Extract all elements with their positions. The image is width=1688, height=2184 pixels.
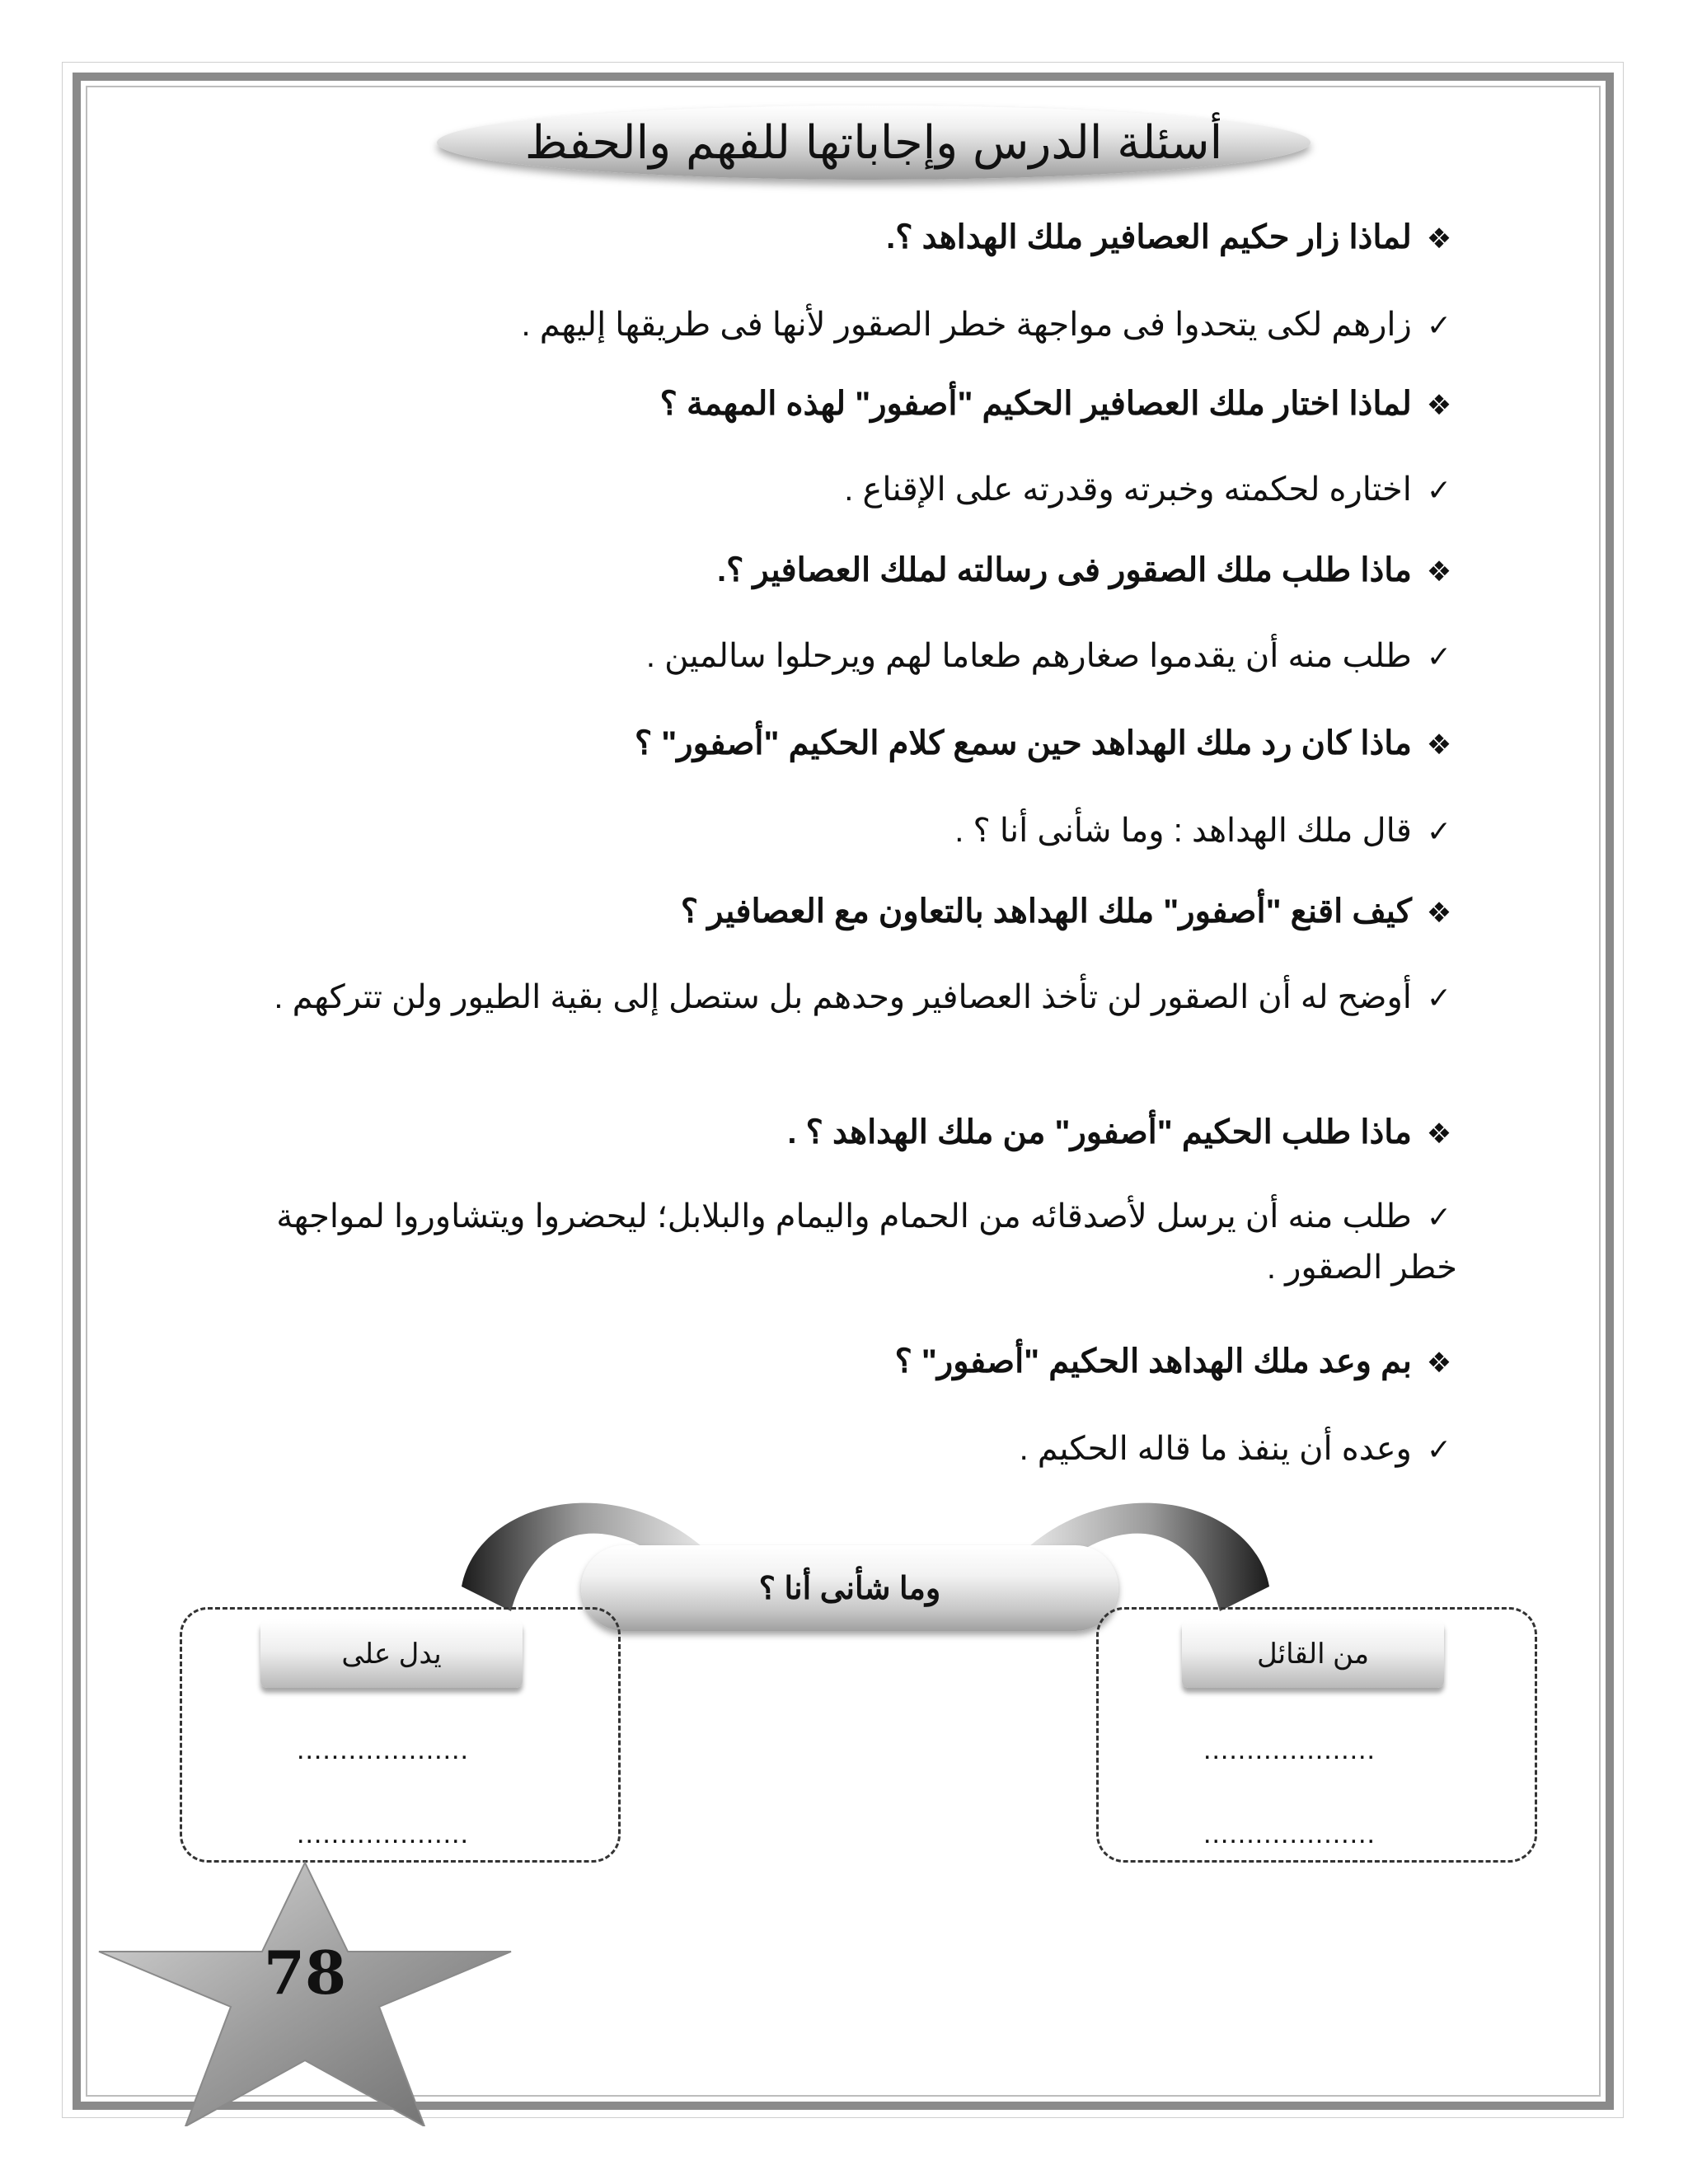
diamond-bullet-icon: ❖: [1426, 1118, 1452, 1151]
answer-6: [246, 1192, 1457, 1292]
answer-text: طلب منه أن يرسل لأصدقائه من الحمام واليمام والبلابل؛ ليحضروا ويتشاوروا لمواجهة خطر الصقور .: [276, 1198, 1457, 1286]
diamond-bullet-icon: ❖: [1426, 897, 1452, 930]
question-4: [635, 717, 1457, 771]
check-mark-icon: ✓: [1426, 309, 1452, 343]
left-label: يدل على: [260, 1620, 523, 1688]
answer-text: زارهم لكى يتحدوا فى مواجهة خطر الصقور لأنها فى طريقها إليهم .: [521, 307, 1412, 343]
diamond-bullet-icon: ❖: [1426, 389, 1452, 422]
check-mark-icon: ✓: [1426, 982, 1452, 1015]
question-2: [660, 377, 1457, 432]
answer-text: وعده أن ينفذ ما قاله الحكيم .: [1019, 1431, 1412, 1467]
right-label: من القائل: [1182, 1620, 1444, 1688]
answer-text: قال ملك الهداهد : وما شأنى أنا ؟ .: [954, 813, 1412, 849]
question-text: بم وعد ملك الهداهد الحكيم "أصفور" ؟: [894, 1343, 1412, 1380]
question-7: [895, 1335, 1457, 1390]
answer-2: [844, 463, 1457, 518]
answer-4: [954, 804, 1457, 859]
diamond-bullet-icon: ❖: [1426, 223, 1452, 255]
answer-1: [522, 298, 1457, 353]
answer-7: [1020, 1422, 1457, 1477]
question-text: كيف اقنع "أصفور" ملك الهداهد بالتعاون مع العصافير ؟: [680, 893, 1412, 930]
check-mark-icon: ✓: [1426, 474, 1452, 508]
check-mark-icon: ✓: [1426, 1201, 1452, 1235]
diamond-bullet-icon: ❖: [1426, 1347, 1452, 1380]
check-mark-icon: ✓: [1426, 640, 1452, 674]
right-blank-line-1: ....................: [1203, 1734, 1376, 1765]
page-title: أسئلة الدرس وإجاباتها للفهم والحفظ: [524, 115, 1223, 170]
check-mark-icon: ✓: [1426, 1433, 1452, 1467]
diamond-bullet-icon: ❖: [1426, 729, 1452, 762]
question-3: [717, 544, 1457, 598]
center-quote: وما شأنى أنا ؟: [758, 1571, 941, 1606]
right-blank-line-2: ....................: [1203, 1818, 1376, 1849]
diamond-bullet-icon: ❖: [1426, 555, 1452, 588]
answer-text: أوضح له أن الصقور لن تأخذ العصافير وحدهم بل ستصل إلى بقية الطيور ولن تتركهم .: [274, 979, 1412, 1015]
question-text: لماذا اختار ملك العصافير الحكيم "أصفور" لهذه المهمة ؟: [659, 386, 1412, 422]
check-mark-icon: ✓: [1426, 815, 1452, 849]
answer-5: [246, 972, 1457, 1024]
left-blank-line-2: ....................: [297, 1818, 469, 1849]
question-text: لماذا زار حكيم العصافير ملك الهداهد ؟.: [886, 219, 1412, 255]
left-blank-line-1: ....................: [297, 1734, 469, 1765]
question-text: ماذا طلب ملك الصقور فى رسالته لملك العصافير ؟.: [716, 552, 1412, 588]
question-1: [886, 211, 1457, 265]
question-text: ماذا طلب الحكيم "أصفور" من ملك الهداهد ؟ .: [787, 1114, 1412, 1151]
answer-3: [646, 630, 1457, 684]
question-6: [787, 1106, 1457, 1160]
page-number: 78: [263, 1937, 347, 2008]
answer-text: طلب منه أن يقدموا صغارهم طعاما لهم ويرحلوا سالمين .: [645, 638, 1412, 674]
question-text: ماذا كان رد ملك الهداهد حين سمع كلام الحكيم "أصفور" ؟: [634, 725, 1412, 762]
answer-text: اختاره لحكمته وخبرته وقدرته على الإقناع .: [844, 471, 1412, 508]
question-5: [681, 885, 1457, 940]
